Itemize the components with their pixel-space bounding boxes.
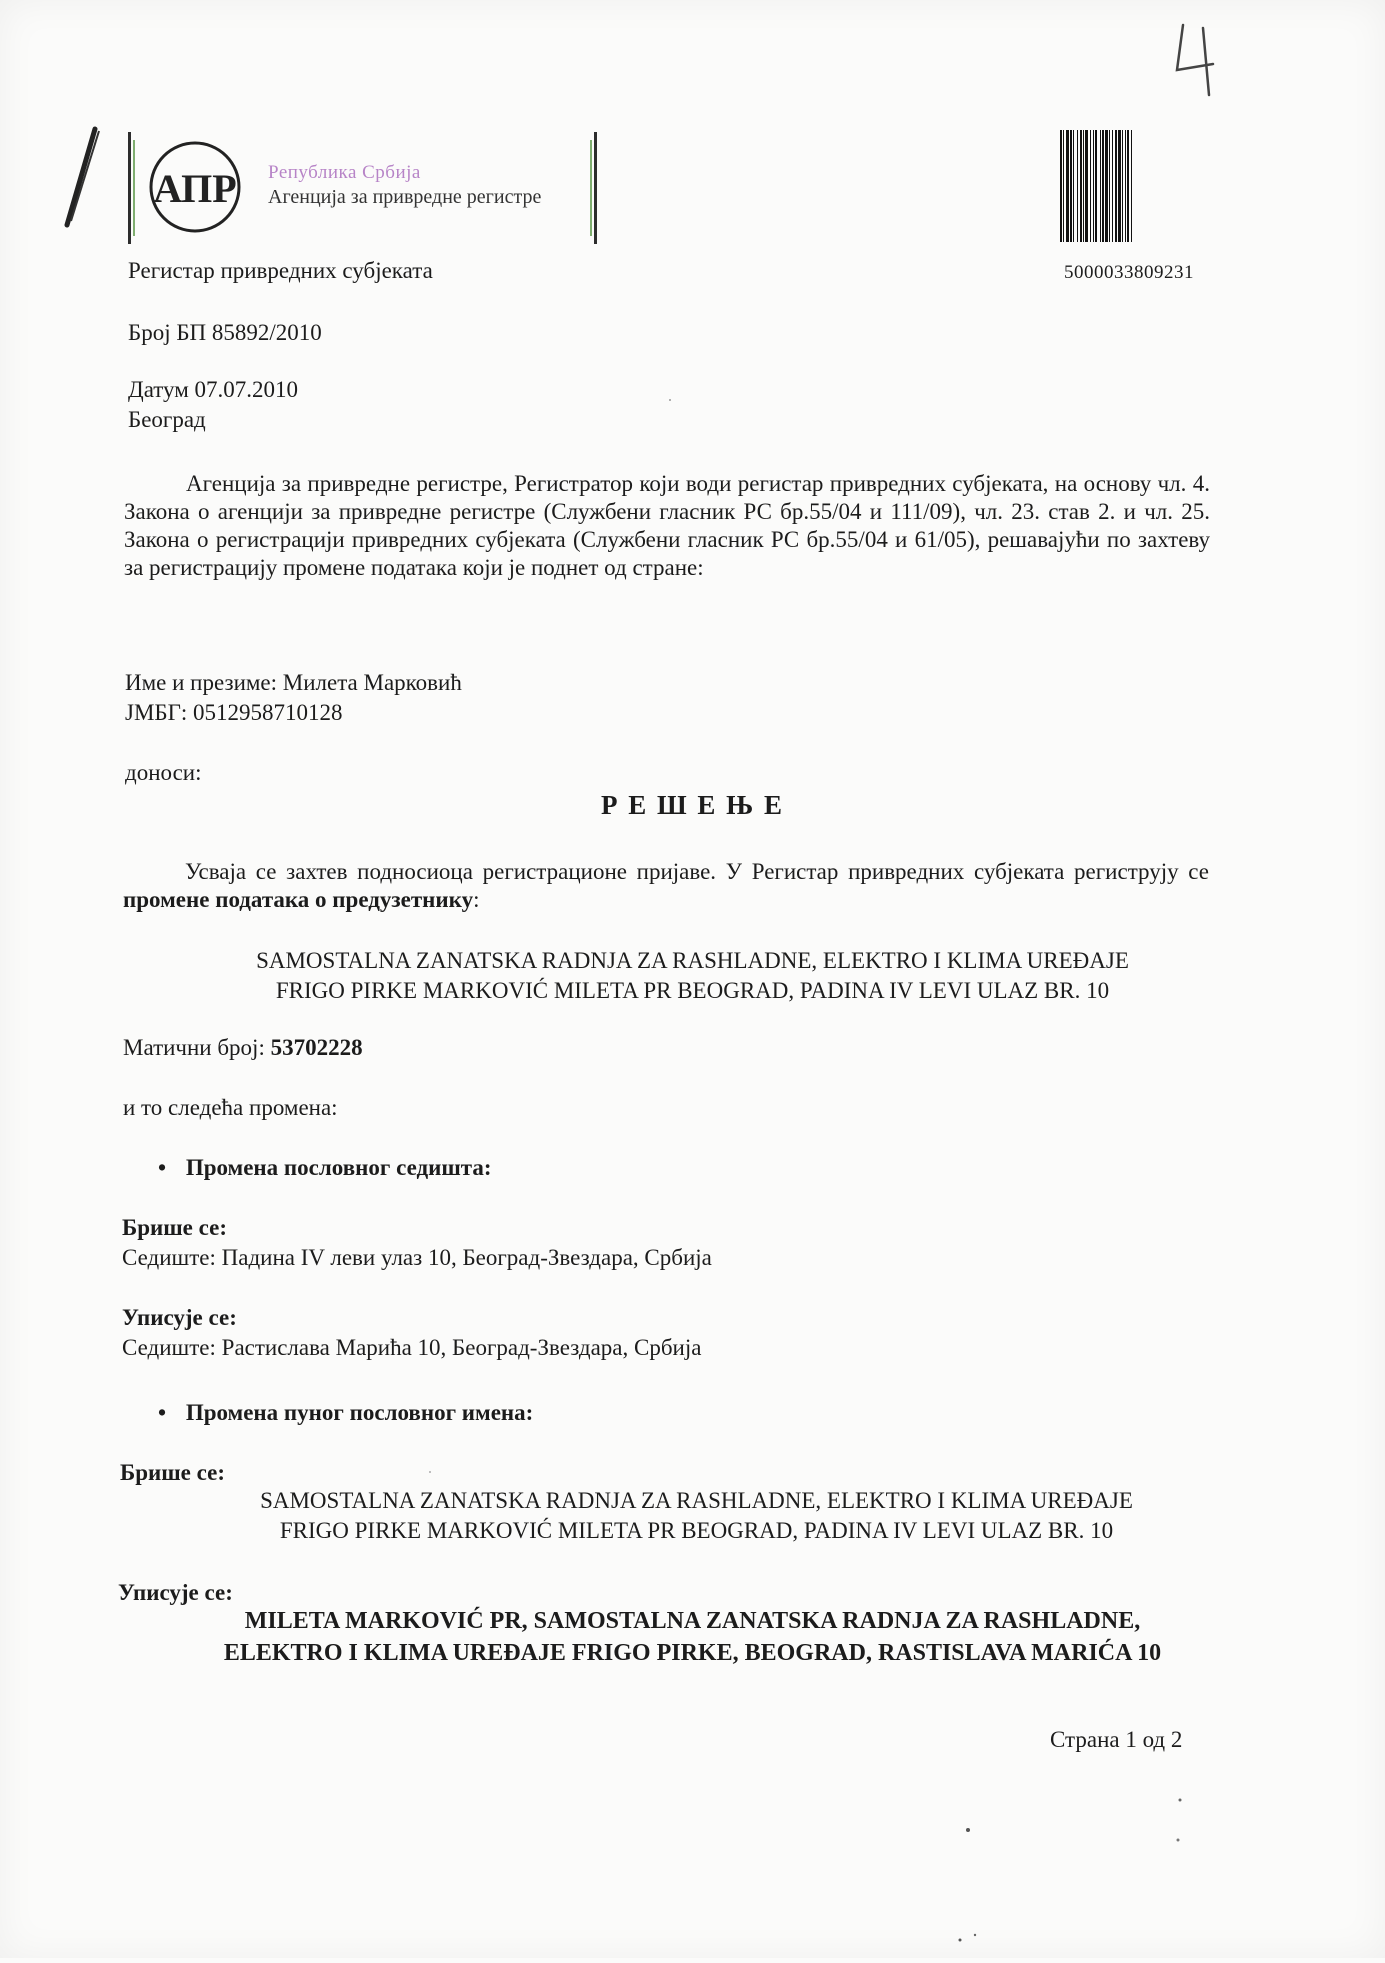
change-2-add-line-2: ELEKTRO I KLIMA UREĐAJE FRIGO PIRKE, BEOGRAD, RASTISLAVA MARIĆA 10: [223, 1640, 1162, 1666]
change-2-delete-line-1: SAMOSTALNA ZANATSKA RADNJA ZA RASHLADNE, ELEKTRO I KLIMA UREĐAJE: [260, 1488, 1133, 1513]
intro-text: Агенција за привредне регистре, Регистратор који води регистар привредних субјеката, на основу чл. 4. Закона о агенцији за привредне регистре (Службени гласник РС бр.55/04 и 111/09), чл. 23. став 2. и чл. 25. Закона о регистрацији привредних субјеката (Службени гласник РС бр.55/04 и 61/05), решавајући по захтеву за регистрацију промене података који је поднет од стране:: [124, 471, 1210, 580]
reg-number-label: Матични број:: [123, 1035, 271, 1060]
decision-text-bold: промене података о предузетнику: [123, 887, 474, 912]
change-2-add-label: Уписује се:: [118, 1580, 233, 1605]
change-1-add-label: Уписује се:: [122, 1305, 237, 1330]
company-line-2: FRIGO PIRKE MARKOVIĆ MILETA PR BEOGRAD, PADINA IV LEVI ULAZ BR. 10: [275, 978, 1110, 1003]
applicant-jmbg: ЈМБГ: 0512958710128: [125, 700, 343, 725]
case-number: Број БП 85892/2010: [128, 320, 322, 345]
following-change: и то следећа промена:: [123, 1095, 338, 1120]
change-1-delete-label: Брише се:: [122, 1215, 227, 1240]
change-1-bullet: •: [158, 1155, 167, 1180]
applicant-name: Име и презиме: Милета Марковић: [125, 670, 462, 695]
svg-text:АПР: АПР: [153, 166, 237, 211]
change-2-delete-line-2: FRIGO PIRKE MARKOVIĆ MILETA PR BEOGRAD, PADINA IV LEVI ULAZ BR. 10: [279, 1518, 1114, 1543]
date-line: Датум 07.07.2010: [128, 377, 299, 402]
change-1-title: Промена пословног седишта:: [185, 1155, 492, 1180]
reg-number-value: 53702228: [270, 1035, 363, 1060]
city-line: Београд: [128, 407, 206, 432]
brings-label: доноси:: [125, 760, 202, 785]
company-line-1: SAMOSTALNA ZANATSKA RADNJA ZA RASHLADNE, ELEKTRO I KLIMA UREĐAJE: [256, 948, 1129, 973]
registry-name: Регистар привредних субјеката: [128, 258, 433, 283]
decision-text: Усваја се захтев подносиоца регистрационе пријаве. У Регистар привредних субјеката региструју се: [185, 859, 1209, 884]
logo-text-line2: Агенција за привредне регистре: [268, 186, 542, 208]
change-1-add-value: Седиште: Растислава Марића 10, Београд-Звездара, Србија: [122, 1335, 702, 1360]
change-2-delete-label: Брише се:: [120, 1460, 225, 1485]
page-number: Страна 1 од 2: [1050, 1727, 1183, 1752]
change-2-add-line-1: MILETA MARKOVIĆ PR, SAMOSTALNA ZANATSKA RADNJA ZA RASHLADNE,: [244, 1608, 1141, 1634]
barcode-number: 5000033809231: [1064, 262, 1194, 283]
logo-text-line1: Република Србија: [268, 162, 421, 183]
decision-title: Р Е Ш Е Њ Е: [601, 790, 784, 820]
change-2-bullet: •: [158, 1400, 167, 1425]
decision-text-end: :: [473, 887, 480, 912]
change-2-title: Промена пуног пословног имена:: [185, 1400, 534, 1425]
change-1-delete-value: Седиште: Падина IV леви улаз 10, Београд-Звездара, Србија: [122, 1245, 712, 1270]
